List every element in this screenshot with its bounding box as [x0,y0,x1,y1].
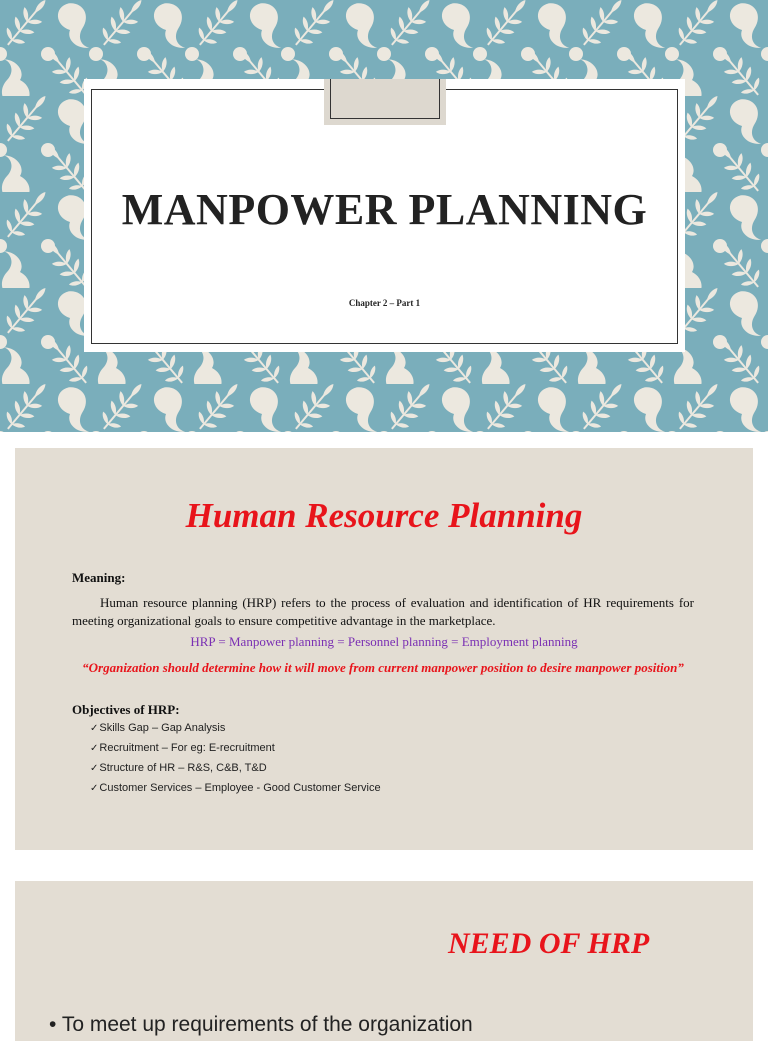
objective-text: Recruitment – For eg: E-recruitment [99,742,275,754]
list-item [90,762,381,782]
objective-text: Skills Gap – Gap Analysis [99,722,226,734]
hrp-equation: HRP = Manpower planning = Personnel planning = Employment planning [190,634,578,649]
checkmark-icon: ✓ [90,763,99,774]
objectives-list [90,722,381,802]
checkmark-icon: ✓ [90,743,99,754]
meaning-label: Meaning: [72,570,126,585]
slide-title: NEED OF HRP [448,927,650,960]
presentation-title: MANPOWER PLANNING [121,185,648,234]
organization-quote: “Organization should determine how it will move from current manpower position to desire manpower position” [82,660,684,675]
checkmark-icon: ✓ [90,723,99,734]
objective-text: Customer Services – Employee - Good Customer Service [99,782,381,794]
list-item [90,742,381,762]
need-of-hrp-slide [15,881,753,1041]
meaning-text: Human resource planning (HRP) refers to the process of evaluation and identification of HR requirements for meeting organizational goals to ensure competitive advantage in the marketplace. [72,595,694,628]
presentation-subtitle: Chapter 2 – Part 1 [348,298,421,308]
slide-title: Human Resource Planning [185,496,583,535]
hrp-slide [15,448,753,850]
objectives-label: Objectives of HRP: [72,702,180,717]
list-item [90,722,381,742]
title-slide [0,0,768,432]
title-card-tab-inner [330,79,440,119]
bullet-text: To meet up requirements of the organization [61,1013,473,1036]
title-card [84,79,685,352]
title-card-tab [324,79,446,125]
list-item [90,782,381,802]
bullet-item: • To meet up requirements of the organization [49,1013,473,1036]
checkmark-icon: ✓ [90,783,99,794]
objective-text: Structure of HR – R&S, C&B, T&D [99,762,267,774]
